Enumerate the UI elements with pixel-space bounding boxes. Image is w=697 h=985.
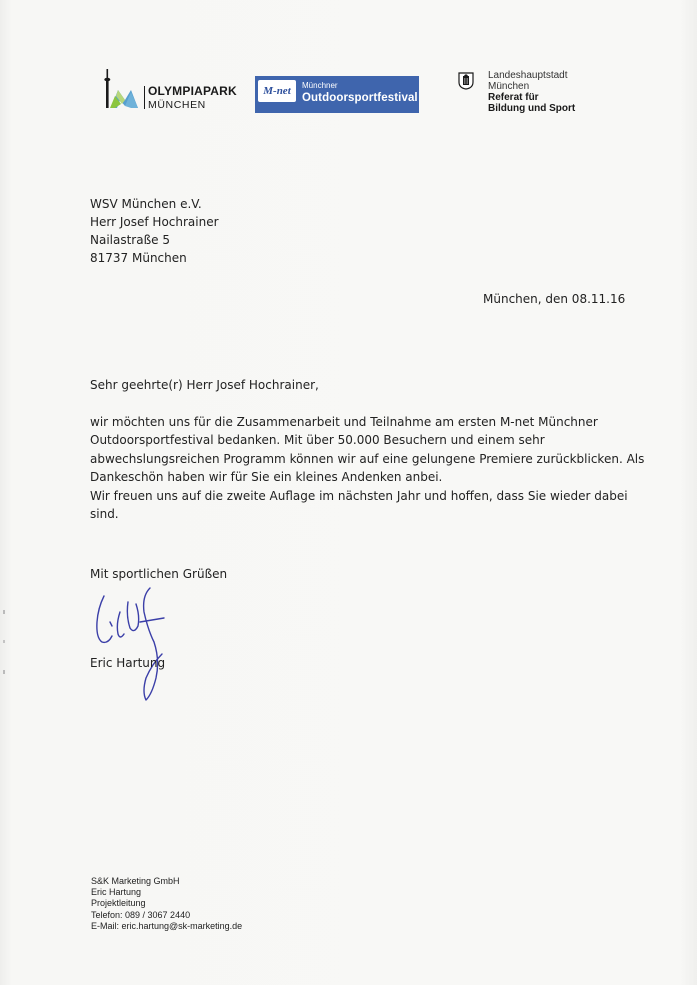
city-line1: Landeshauptstadt xyxy=(488,70,568,81)
mnet-festival-logo xyxy=(255,76,419,113)
olympia-tower-icon xyxy=(98,66,144,112)
body-line: sind. xyxy=(90,507,119,522)
mnet-badge: M-net xyxy=(258,80,296,102)
footer-phone: Telefon: 089 / 3067 2440 xyxy=(91,909,191,920)
salutation: Sehr geehrte(r) Herr Josef Hochrainer, xyxy=(90,378,319,392)
body-line: Dankeschön haben wir für Sie ein kleines Andenken anbei. xyxy=(90,470,443,485)
recipient-address xyxy=(90,195,219,267)
footer-name: Eric Hartung xyxy=(91,887,142,898)
olympiapark-name: OLYMPIAPARK xyxy=(148,84,237,98)
closing-phrase: Mit sportlichen Grüßen xyxy=(90,567,228,581)
footer-role: Projektleitung xyxy=(91,898,146,909)
body-line: wir möchten uns für die Zusammenarbeit und Teilnahme am ersten M-net Münchner xyxy=(90,415,598,429)
footer-email: E-Mail: eric.hartung@sk-marketing.de xyxy=(91,920,243,931)
footer-company: S&K Marketing GmbH xyxy=(91,876,180,886)
recipient-street: Nailastraße 5 xyxy=(90,233,170,247)
mnet-line1: Münchner xyxy=(302,81,338,90)
recipient-org: WSV München e.V. xyxy=(90,197,202,211)
city-department-logo xyxy=(458,70,608,116)
city-line4: Bildung und Sport xyxy=(488,103,576,114)
city-line3: Referat für xyxy=(488,92,539,103)
body-line: abwechslungsreichen Programm können wir auf eine gelungene Premiere zurückblicken. Als xyxy=(90,451,645,466)
signature-graphic xyxy=(90,582,180,707)
letter-date: München, den 08.11.16 xyxy=(483,292,626,306)
body-line: Outdoorsportfestival bedanken. Mit über 50.000 Besuchern und einem sehr xyxy=(90,433,545,448)
city-line2: München xyxy=(488,81,530,92)
letter-body xyxy=(90,413,645,523)
recipient-person: Herr Josef Hochrainer xyxy=(90,215,219,229)
body-line: Wir freuen uns auf die zweite Auflage im nächsten Jahr und hoffen, dass Sie wieder dabei xyxy=(90,488,628,503)
scan-edge-marks xyxy=(3,600,6,700)
munich-crest-icon xyxy=(458,72,474,90)
olympiapark-logo xyxy=(98,66,258,116)
olympiapark-city: MÜNCHEN xyxy=(148,99,206,111)
logo-divider xyxy=(144,86,145,109)
sender-footer xyxy=(91,876,242,932)
signer-name: Eric Hartung xyxy=(90,656,166,670)
mnet-line2: Outdoorsportfestival xyxy=(302,92,418,104)
recipient-city: 81737 München xyxy=(90,251,187,265)
